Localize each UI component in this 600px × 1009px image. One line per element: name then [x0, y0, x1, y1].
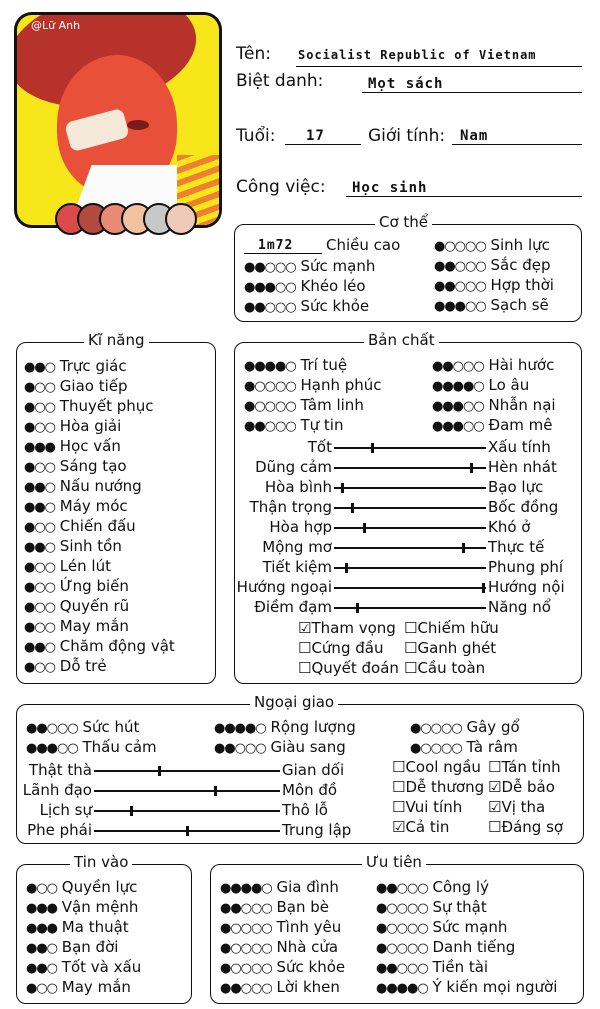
rating-label: May mắn	[57, 978, 131, 996]
empty-box-icon: ☐	[392, 778, 406, 796]
priority-right-row	[376, 878, 489, 898]
social-rating-row	[214, 738, 346, 758]
color-palette	[55, 203, 185, 235]
nature-right-row	[432, 416, 553, 436]
checkbox-item	[404, 619, 499, 637]
rating-label: Tà râm	[461, 738, 518, 756]
slider-right-label: Bốc đồng	[488, 498, 559, 516]
rating-dots: ●○○	[26, 881, 58, 896]
checkbox-label: Cầu toàn	[417, 659, 486, 677]
rating-dots: ●●●○○	[432, 399, 484, 414]
body-left-row	[244, 257, 375, 277]
slider-right-label: Thực tế	[488, 538, 545, 556]
priority-left-row	[220, 978, 340, 998]
nature-right-row	[432, 356, 554, 376]
belief-title: Tin vào	[70, 853, 132, 871]
slider-knob	[341, 483, 344, 493]
rating-label: Tự tin	[295, 416, 344, 434]
belief-row	[26, 918, 129, 938]
rating-label: Quyền lực	[57, 878, 138, 896]
checkbox-item	[404, 659, 485, 677]
job-value: Học sinh	[352, 180, 428, 196]
rating-dots: ●○○	[24, 600, 56, 615]
slider-right-label: Bạo lực	[488, 478, 544, 496]
skill-row	[24, 457, 127, 477]
rating-dots: ●○○	[24, 520, 56, 535]
empty-box-icon: ☐	[404, 619, 418, 637]
empty-box-icon: ☐	[488, 818, 502, 836]
empty-box-icon: ☐	[298, 639, 312, 657]
name-label: Tên:	[236, 44, 271, 64]
rating-label: Lén lút	[55, 557, 111, 575]
belief-row	[26, 938, 118, 958]
checkbox-label: Tham vọng	[311, 619, 396, 637]
skill-row	[24, 577, 129, 597]
rating-dots: ●○○○○	[434, 239, 486, 254]
checkbox-label: Cứng đầu	[311, 639, 384, 657]
checkbox-label: Quyết đoán	[311, 659, 399, 677]
rating-label: Vận mệnh	[57, 898, 139, 916]
rating-dots: ●●●	[24, 440, 56, 455]
rating-dots: ●●●○○	[432, 419, 484, 434]
skills-title: Kĩ năng	[84, 331, 149, 349]
slider-left-label: Điềm đạm	[254, 598, 332, 616]
rating-label: Giàu sang	[265, 738, 346, 756]
rating-label: Quyến rũ	[55, 597, 130, 615]
rating-dots: ●●○	[24, 540, 56, 555]
rating-label: Hạnh phúc	[295, 376, 382, 394]
slider-right-label: Khó ở	[488, 518, 531, 536]
checkbox-label: Cool ngầu	[405, 758, 481, 776]
rating-dots: ●○○	[24, 460, 56, 475]
slider-left-label: Hướng ngoại	[236, 578, 332, 596]
rating-label: Lời khen	[271, 978, 340, 996]
nature-right-row	[432, 396, 556, 416]
skill-row	[24, 597, 129, 617]
rating-label: Ý kiến mọi người	[427, 978, 558, 996]
checkbox-label: Dễ thương	[405, 778, 485, 796]
rating-label: Khéo léo	[295, 277, 366, 295]
empty-box-icon: ☐	[298, 659, 312, 677]
belief-row	[26, 898, 138, 918]
rating-dots: ●○○○○	[410, 741, 462, 756]
rating-dots: ●●○○○	[220, 981, 272, 996]
slider-track	[94, 810, 280, 812]
rating-dots: ●●○○○	[432, 359, 484, 374]
rating-label: Sinh lực	[485, 236, 550, 254]
slider-knob	[214, 786, 217, 796]
rating-label: Giao tiếp	[55, 377, 128, 395]
rating-dots: ●●○○○	[244, 300, 296, 315]
skill-row	[24, 477, 142, 497]
nickname-label: Biệt danh:	[236, 71, 324, 91]
nature-left-row	[244, 396, 364, 416]
rating-label: Nhẫn nại	[483, 396, 556, 414]
rating-label: Nhà cửa	[271, 938, 339, 956]
belief-row	[26, 878, 137, 898]
skill-row	[24, 397, 154, 417]
slider-left-label: Tiết kiệm	[262, 558, 332, 576]
slider-left-label: Tốt	[307, 438, 332, 456]
body-right-row	[434, 256, 551, 276]
rating-dots: ●●○○○	[244, 419, 296, 434]
priority-left-row	[220, 878, 339, 898]
watermark: @Lữ Anh	[31, 19, 81, 32]
rating-dots: ●○○○○	[244, 399, 296, 414]
social-rating-row	[410, 718, 520, 738]
checkbox-item	[488, 818, 563, 836]
slider-track	[334, 507, 486, 509]
rating-dots: ●●○	[24, 500, 56, 515]
rating-dots: ●●○	[24, 640, 56, 655]
slider-track	[334, 447, 486, 449]
rating-dots: ●●○	[24, 360, 56, 375]
skill-row	[24, 617, 129, 637]
rating-dots: ●○○○○	[376, 901, 428, 916]
slider-right-label: Hèn nhát	[488, 458, 557, 476]
checkbox-item	[488, 778, 555, 796]
rating-dots: ●○○	[24, 560, 56, 575]
rating-dots: ●●●○○	[244, 280, 296, 295]
checkbox-label: Vui tính	[405, 798, 463, 816]
social-rating-row	[410, 738, 518, 758]
slider-knob	[356, 603, 359, 613]
checkbox-label: Vị tha	[501, 798, 546, 816]
age-value: 17	[306, 128, 325, 144]
checkbox-item	[298, 619, 396, 637]
rating-dots: ●●○○○	[434, 259, 486, 274]
skill-row	[24, 537, 122, 557]
priority-left-row	[220, 938, 338, 958]
slider-right-label: Môn đồ	[282, 781, 338, 799]
rating-dots: ●●○○○	[376, 881, 428, 896]
checkbox-label: Chiếm hữu	[417, 619, 499, 637]
empty-box-icon: ☐	[392, 798, 406, 816]
rating-label: Sức mạnh	[427, 918, 508, 936]
rating-dots: ●●●●○	[376, 981, 428, 996]
rating-dots: ●●○○○	[434, 279, 486, 294]
rating-label: May mắn	[55, 617, 129, 635]
slider-left-label: Dũng cảm	[255, 458, 332, 476]
checkbox-item	[488, 758, 561, 776]
slider-track	[334, 467, 486, 469]
checkbox-label: Ganh ghét	[417, 639, 497, 657]
social-title: Ngoại giao	[250, 693, 338, 711]
priority-right-row	[376, 958, 488, 978]
rating-label: Hợp thời	[485, 276, 554, 294]
checked-box-icon: ☑	[392, 818, 406, 836]
nickname-value: Mọt sách	[368, 76, 444, 92]
rating-dots: ●○○○○	[376, 941, 428, 956]
checked-box-icon: ☑	[488, 778, 502, 796]
rating-dots: ●●●●○	[214, 721, 266, 736]
rating-dots: ●○○	[24, 400, 56, 415]
slider-right-label: Hướng nội	[488, 578, 565, 596]
rating-dots: ●●○	[26, 941, 58, 956]
rating-dots: ●●○○○	[26, 721, 78, 736]
rating-label: Công lý	[427, 878, 489, 896]
social-rating-row	[26, 718, 139, 738]
social-rating-row	[26, 738, 157, 758]
checkbox-label: Tán tỉnh	[501, 758, 561, 776]
rating-label: Chăm động vật	[55, 637, 175, 655]
rating-label: Hài hước	[483, 356, 555, 374]
rating-dots: ●○○	[24, 620, 56, 635]
checked-box-icon: ☑	[488, 798, 502, 816]
rating-label: Tâm linh	[295, 396, 364, 414]
rating-dots: ●○○	[24, 580, 56, 595]
rating-dots: ●●●○○	[26, 741, 78, 756]
nature-title: Bản chất	[364, 331, 439, 349]
rating-label: Tốt và xấu	[57, 958, 142, 976]
rating-label: Ứng biến	[55, 577, 129, 595]
rating-dots: ●○○○○	[376, 921, 428, 936]
rating-label: Bạn bè	[271, 898, 329, 916]
rating-label: Bạn đời	[57, 938, 119, 956]
checkbox-label: Dễ bảo	[501, 778, 555, 796]
rating-label: Sắc đẹp	[485, 256, 551, 274]
rating-dots: ●○○	[24, 420, 56, 435]
slider-knob	[482, 583, 485, 593]
slider-knob	[351, 503, 354, 513]
slider-left-label: Lịch sự	[39, 801, 92, 819]
skill-row	[24, 657, 107, 677]
checkbox-item	[298, 639, 383, 657]
slider-right-label: Gian dối	[282, 761, 345, 779]
body-right-row	[434, 276, 554, 296]
rating-label: Sinh tồn	[55, 537, 122, 555]
slider-track	[334, 527, 486, 529]
slider-knob	[470, 463, 473, 473]
slider-knob	[158, 766, 161, 776]
rating-label: Chiến đấu	[55, 517, 136, 535]
rating-label: Sức khỏe	[295, 297, 370, 315]
height-value: 1m72	[258, 238, 294, 253]
skill-row	[24, 497, 128, 517]
belief-row	[26, 978, 131, 998]
empty-box-icon: ☐	[404, 639, 418, 657]
rating-dots: ●○○○○	[410, 721, 462, 736]
rating-label: Ma thuật	[57, 918, 129, 936]
rating-label: Danh tiếng	[427, 938, 516, 956]
rating-dots: ●●○○○	[244, 260, 296, 275]
checkbox-item	[392, 818, 449, 836]
rating-dots: ●○○	[26, 981, 58, 996]
social-rating-row	[214, 718, 356, 738]
eye-shape	[127, 120, 149, 130]
rating-label: Thuyết phục	[55, 397, 154, 415]
rating-label: Trí tuệ	[295, 356, 348, 374]
rating-dots: ●●●	[26, 921, 58, 936]
rating-label: Học vấn	[55, 437, 121, 455]
rating-label: Gây gổ	[461, 718, 520, 736]
checkbox-item	[392, 798, 462, 816]
height-label: Chiều cao	[326, 236, 401, 254]
checkbox-item	[404, 639, 496, 657]
checkbox-item	[488, 798, 545, 816]
rating-label: Gia đình	[271, 878, 339, 896]
priority-title: Ưu tiên	[362, 853, 426, 871]
rating-label: Sự thật	[427, 898, 487, 916]
priority-right-row	[376, 898, 487, 918]
rating-dots: ●○○○○	[220, 961, 272, 976]
skill-row	[24, 557, 111, 577]
nature-right-row	[432, 376, 529, 396]
priority-right-row	[376, 978, 557, 998]
rating-label: Tiền tài	[427, 958, 489, 976]
belief-row	[26, 958, 141, 978]
body-left-row	[244, 297, 369, 317]
priority-left-row	[220, 958, 345, 978]
rating-label: Dỗ trẻ	[55, 657, 107, 675]
rating-label: Đam mê	[483, 416, 553, 434]
skill-row	[24, 357, 127, 377]
nature-left-row	[244, 376, 382, 396]
rating-label: Lo âu	[483, 376, 530, 394]
body-title: Cơ thể	[375, 213, 432, 231]
rating-dots: ●●○	[24, 480, 56, 495]
rating-label: Nấu nướng	[55, 477, 142, 495]
checkbox-item	[298, 659, 399, 677]
slider-right-label: Năng nổ	[488, 598, 551, 616]
rating-label: Sức khỏe	[271, 958, 346, 976]
skill-row	[24, 517, 136, 537]
priority-right-row	[376, 938, 515, 958]
slider-left-label: Thận trọng	[249, 498, 332, 516]
skill-row	[24, 377, 128, 397]
priority-right-row	[376, 918, 507, 938]
rating-dots: ●●●●○	[244, 359, 296, 374]
slider-knob	[462, 543, 465, 553]
slider-track	[334, 487, 486, 489]
slider-track	[94, 770, 280, 772]
rating-label: Trực giác	[55, 357, 127, 375]
rating-dots: ●●●●○	[220, 881, 272, 896]
rating-dots: ●●●●○	[432, 379, 484, 394]
slider-left-label: Hòa bình	[264, 478, 332, 496]
rating-dots: ●○○	[24, 660, 56, 675]
color-swatch	[165, 203, 197, 235]
slider-right-label: Xấu tính	[488, 438, 551, 456]
rating-dots: ●○○	[24, 380, 56, 395]
checkbox-label: Đáng sợ	[501, 818, 564, 836]
slider-right-label: Thô lỗ	[282, 801, 328, 819]
slider-knob	[345, 563, 348, 573]
priority-left-row	[220, 898, 329, 918]
slider-left-label: Hòa hợp	[269, 518, 332, 536]
rating-label: Sạch sẽ	[485, 296, 549, 314]
empty-box-icon: ☐	[392, 758, 406, 776]
body-left-row	[244, 277, 366, 297]
skill-row	[24, 417, 121, 437]
rating-dots: ●○○○○	[220, 941, 272, 956]
slider-left-label: Mộng mơ	[262, 538, 332, 556]
rating-dots: ●●○○○	[376, 961, 428, 976]
rating-dots: ●○○○○	[244, 379, 296, 394]
rating-label: Máy móc	[55, 497, 128, 515]
checkbox-item	[392, 778, 484, 796]
rating-label: Sáng tạo	[55, 457, 127, 475]
rating-dots: ●○○○○	[220, 921, 272, 936]
slider-track	[334, 587, 486, 589]
skill-row	[24, 437, 121, 457]
slider-right-label: Trung lập	[282, 821, 352, 839]
slider-left-label: Phe phái	[27, 821, 92, 839]
name-value: Socialist Republic of Vietnam	[298, 48, 537, 62]
nature-left-row	[244, 356, 347, 376]
body-right-row	[434, 236, 550, 256]
slider-knob	[130, 806, 133, 816]
age-label: Tuổi:	[236, 126, 276, 146]
slider-right-label: Phung phí	[488, 558, 564, 576]
slider-left-label: Lãnh đạo	[22, 781, 92, 799]
nature-left-row	[244, 416, 343, 436]
checked-box-icon: ☑	[298, 619, 312, 637]
rating-dots: ●●○	[26, 961, 58, 976]
slider-left-label: Thật thà	[28, 761, 92, 779]
empty-box-icon: ☐	[488, 758, 502, 776]
body-right-row	[434, 296, 549, 316]
slider-knob	[363, 523, 366, 533]
slider-knob	[371, 443, 374, 453]
slider-track	[94, 790, 280, 792]
skill-row	[24, 637, 175, 657]
rating-dots: ●●●○○	[434, 299, 486, 314]
priority-left-row	[220, 918, 341, 938]
rating-label: Rộng lượng	[265, 718, 356, 736]
slider-knob	[186, 826, 189, 836]
rating-label: Sức mạnh	[295, 257, 376, 275]
rating-label: Tình yêu	[271, 918, 342, 936]
avatar	[14, 12, 222, 228]
rating-dots: ●●○○○	[220, 901, 272, 916]
gender-value: Nam	[460, 128, 489, 144]
rating-dots: ●●●	[26, 901, 58, 916]
checkbox-item	[392, 758, 481, 776]
rating-dots: ●●○○○	[214, 741, 266, 756]
job-label: Công việc:	[236, 177, 326, 197]
rating-label: Sức hút	[77, 718, 140, 736]
rating-label: Thấu cảm	[77, 738, 157, 756]
slider-track	[334, 567, 486, 569]
checkbox-label: Cả tin	[405, 818, 450, 836]
rating-label: Hòa giải	[55, 417, 122, 435]
empty-box-icon: ☐	[404, 659, 418, 677]
gender-label: Giới tính:	[368, 126, 446, 146]
